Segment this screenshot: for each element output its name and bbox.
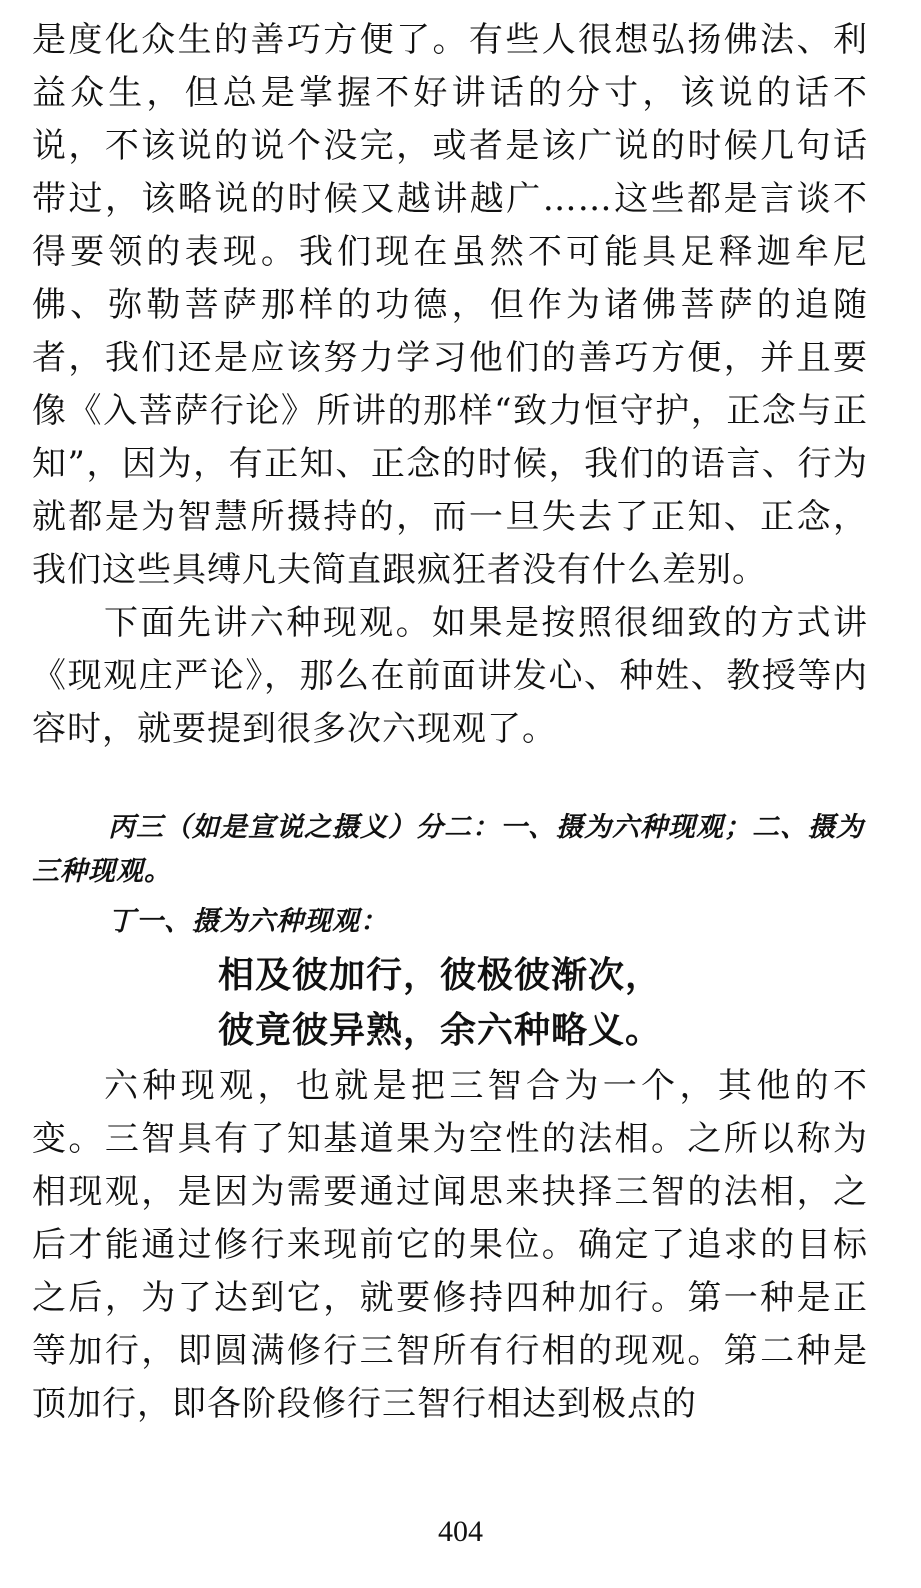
page-number: 404 [438, 1515, 483, 1548]
verse-line: 相及彼加行，彼极彼渐次， [217, 955, 662, 996]
verse [32, 948, 868, 1058]
body-paragraph: 六种现观，也就是把三智合为一个，其他的不变。三智具有了知基道果为空性的法相。之所以称为相现观，是因为需要通过闻思来抉择三智的法相，之后才能通过修行来现前它的果位。确定了追求的目标之后，为了达到它，就要修持四种加行。第一种是正等加行，即圆满修行三智所有行相的现观。第二种是顶加行，即各阶段修行三智行相达到极点的 [32, 1066, 868, 1424]
body-paragraph: 下面先讲六种现观。如果是按照很细致的方式讲《现观庄严论》，那么在前面讲发心、种姓、教授等内容时，就要提到很多次六现观了。 [32, 603, 868, 749]
subsection-heading: 丁一、摄为六种现观： [108, 906, 388, 937]
page-body [32, 14, 868, 1431]
verse-line: 彼竟彼异熟，余六种略义。 [217, 1010, 662, 1051]
section-heading: 丙三（如是宣说之摄义）分二：一、摄为六种现观；二、摄为三种现观。 [32, 812, 864, 887]
section-headings [32, 806, 868, 944]
body-paragraph: 是度化众生的善巧方便了。有些人很想弘扬佛法、利益众生，但总是掌握不好讲话的分寸，该说的话不说，不该说的说个没完，或者是该广说的时候几句话带过，该略说的时候又越讲越广……这些都是言谈不得要领的表现。我们现在虽然不可能具足释迦牟尼佛、弥勒菩萨那样的功德，但作为诸佛菩萨的追随者，我们还是应该努力学习他们的善巧方便，并且要像《入菩萨行论》所讲的那样“致力恒守护，正念与正知”，因为，有正知、正念的时候，我们的语言、行为就都是为智慧所摄持的，而一旦失去了正知、正念，我们这些具缚凡夫简直跟疯狂者没有什么差别。 [32, 20, 868, 590]
